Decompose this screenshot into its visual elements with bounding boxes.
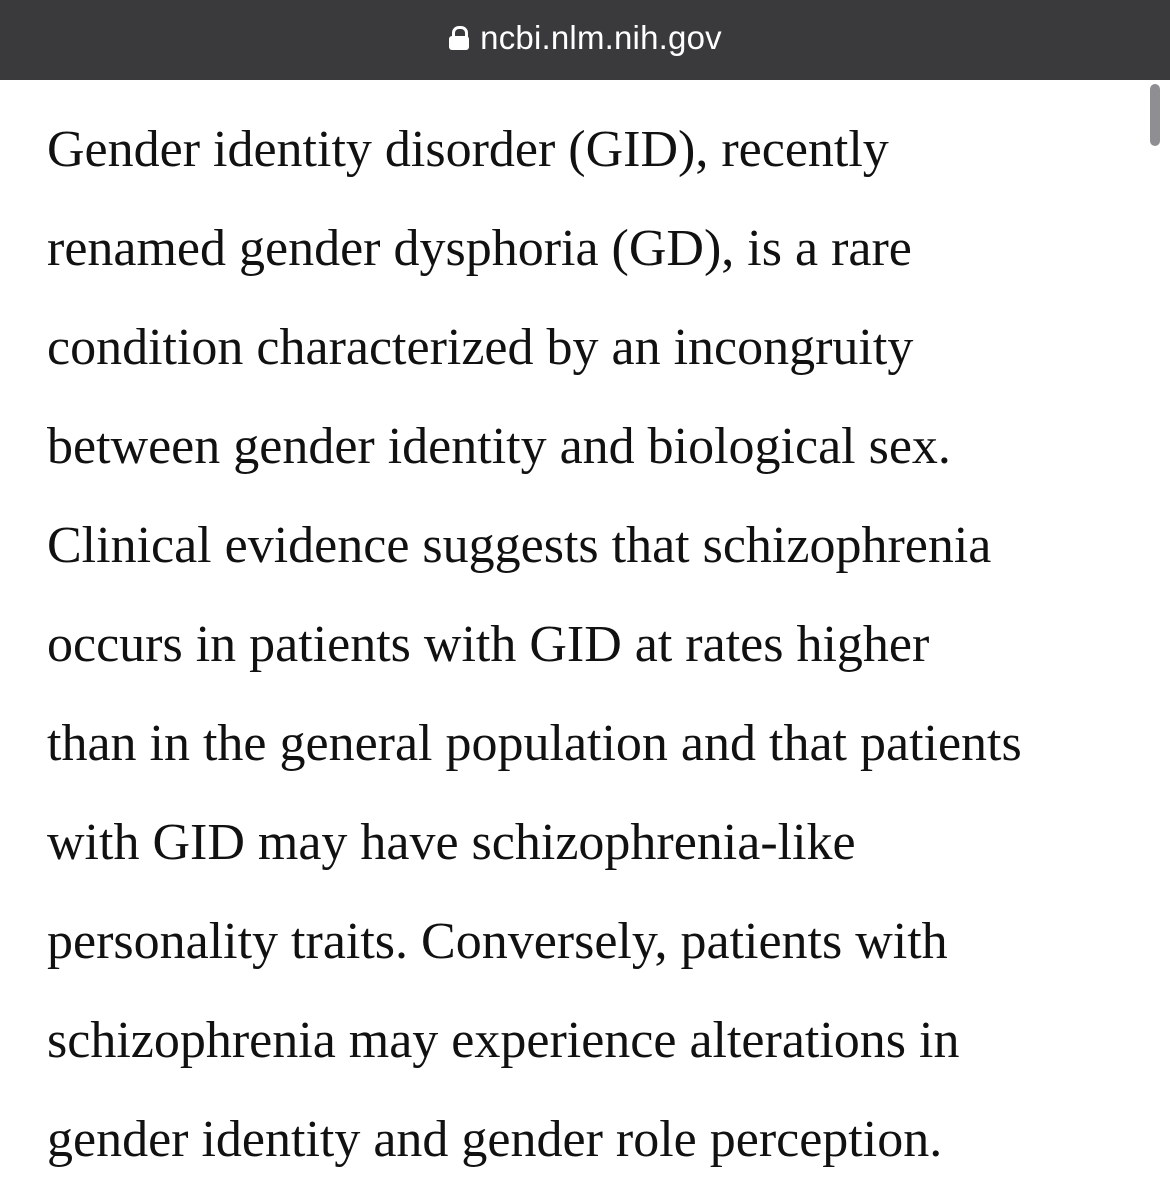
address-display[interactable]: [448, 19, 722, 57]
scrollbar-thumb[interactable]: [1150, 84, 1160, 146]
abstract-line: than in the general population and that patients: [47, 715, 1022, 772]
abstract-line: gender identity and gender role perception.: [47, 1111, 943, 1168]
abstract-line: renamed gender dysphoria (GD), is a rare: [47, 220, 912, 277]
abstract-line: Gender identity disorder (GID), recently: [47, 121, 889, 178]
abstract-line: Clinical evidence suggests that schizophrenia: [47, 517, 992, 574]
article-abstract: [47, 108, 1137, 1197]
url-text[interactable]: ncbi.nlm.nih.gov: [480, 19, 722, 56]
abstract-line: personality traits. Conversely, patients with: [47, 913, 948, 970]
abstract-line: schizophrenia may experience alterations in: [47, 1012, 960, 1069]
abstract-line: occurs in patients with GID at rates higher: [47, 616, 930, 673]
abstract-line: between gender identity and biological sex.: [47, 418, 951, 475]
abstract-line: condition characterized by an incongruity: [47, 319, 914, 376]
address-bar[interactable]: [0, 0, 1170, 80]
lock-icon: [448, 25, 470, 51]
abstract-line: with GID may have schizophrenia-like: [47, 814, 856, 871]
